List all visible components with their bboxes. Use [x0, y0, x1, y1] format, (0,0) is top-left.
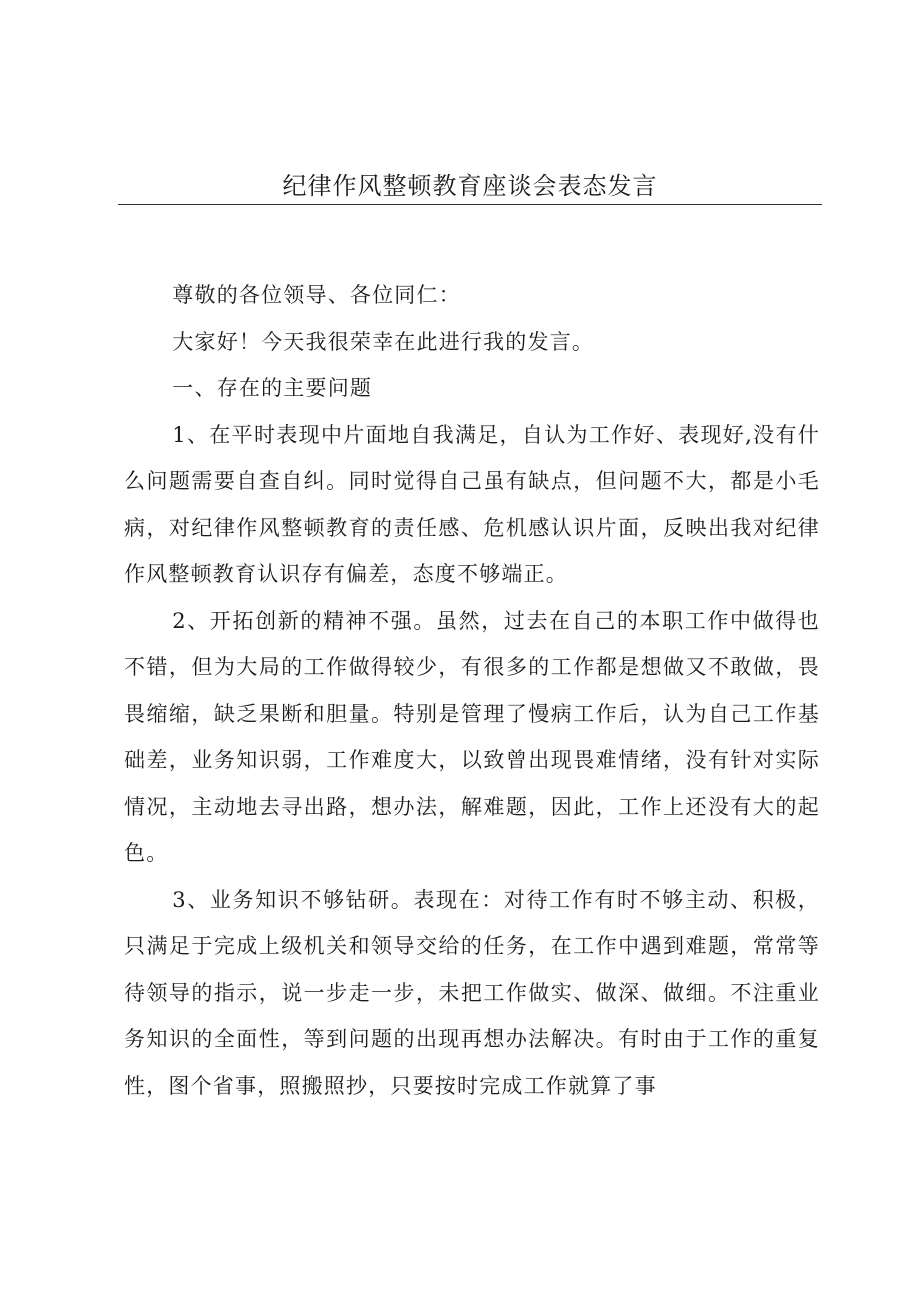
- document-body: [124, 272, 820, 1109]
- paragraph-2: 2、开拓创新的精神不强。虽然，过去在自己的本职工作中做得也不错，但为大局的工作做得较少，有很多的工作都是想做又不敢做，畏畏缩缩，缺乏果断和胆量。特别是管理了慢病工作后，认为自己工作基础差，业务知识弱，工作难度大，以致曾出现畏难情绪，没有针对实际情况，主动地去寻出路，想办法，解难题，因此，工作上还没有大的起色。: [124, 608, 820, 865]
- document-title: 纪律作风整顿教育座谈会表态发言: [282, 172, 658, 200]
- section-heading: 一、存在的主要问题: [172, 376, 373, 400]
- salutation: 尊敬的各位领导、各位同仁：: [172, 283, 461, 307]
- paragraph-3: 3、业务知识不够钻研。表现在：对待工作有时不够主动、积极，只满足于完成上级机关和领导交给的任务，在工作中遇到难题，常常等待领导的指示，说一步走一步，未把工作做实、做深、做细。不注重业务知识的全面性，等到问题的出现再想办法解决。有时由于工作的重复性，图个省事，照搬照抄，只要按时完成工作就算了事: [124, 887, 820, 1098]
- title-underline: [118, 204, 822, 205]
- paragraph-1: 1、在平时表现中片面地自我满足，自认为工作好、表现好,没有什么问题需要自查自纠。同时觉得自己虽有缺点，但问题不大，都是小毛病，对纪律作风整顿教育的责任感、危机感认识片面，反映出我对纪律作风整顿教育认识存有偏差，态度不够端正。: [124, 422, 820, 586]
- greeting: 大家好！今天我很荣幸在此进行我的发言。: [172, 329, 595, 354]
